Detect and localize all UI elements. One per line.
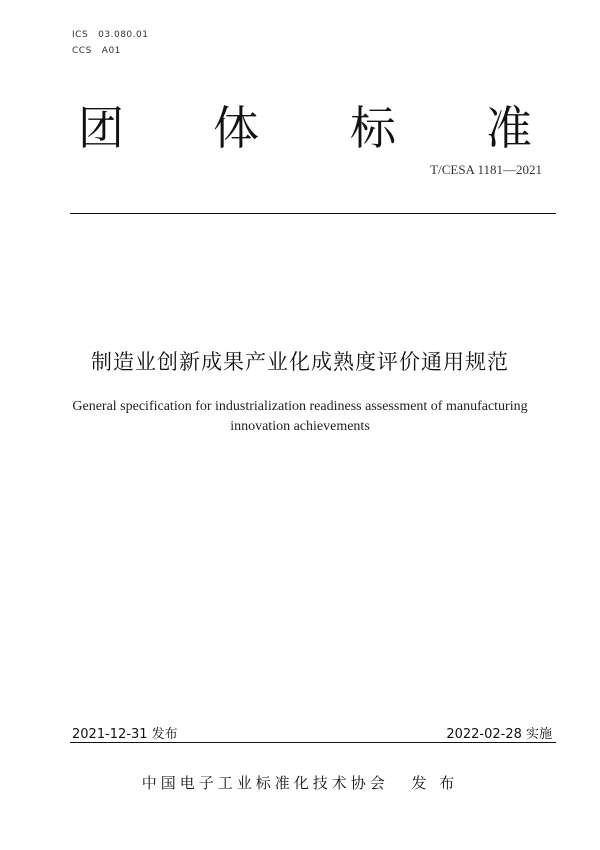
implement-date: 2022-02-28 实施 xyxy=(446,727,552,742)
publish-label: 发 布 xyxy=(411,774,459,792)
ics-value: 03.080.01 xyxy=(98,30,149,40)
header-char-2: 体 xyxy=(213,101,259,155)
publisher-name: 中国电子工业标准化技术协会 xyxy=(141,774,389,792)
ics-label: ICS xyxy=(72,30,89,40)
header-char-1: 团 xyxy=(78,101,124,155)
title-chinese: 制造业创新成果产业化成熟度评价通用规范 xyxy=(91,350,509,374)
header-char-4: 准 xyxy=(486,101,532,155)
title-english: General specification for industrialization readiness assessment of manufacturing innovation achievements xyxy=(72,399,528,434)
top-divider xyxy=(70,213,556,214)
ccs-label: CCS xyxy=(72,46,92,56)
header-char-3: 标 xyxy=(350,101,396,155)
ics-line xyxy=(72,30,158,40)
publisher-line xyxy=(0,772,600,793)
ccs-value: A01 xyxy=(101,46,121,56)
bottom-divider xyxy=(70,742,556,743)
ccs-line xyxy=(72,46,131,56)
issue-date: 2021-12-31 发布 xyxy=(72,727,178,742)
standard-code: T/CESA 1181—2021 xyxy=(430,162,542,177)
